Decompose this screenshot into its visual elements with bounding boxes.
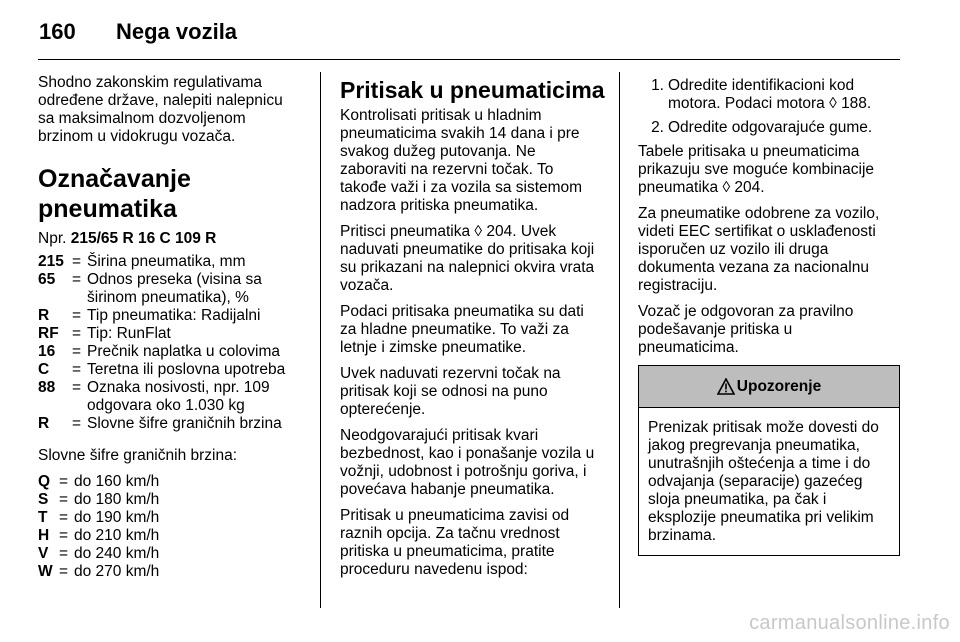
speed-row	[38, 527, 310, 545]
definition-row	[38, 253, 310, 271]
speed-code: Q	[38, 473, 51, 490]
definition-term: 88	[38, 379, 56, 396]
speed-value: do 160 km/h	[74, 473, 160, 490]
definition-text: Širina pneumatika, mm	[87, 253, 246, 270]
speed-value: do 270 km/h	[74, 563, 160, 580]
warning-header	[639, 366, 899, 408]
speed-codes-list	[38, 473, 310, 581]
tire-pressure-text	[340, 107, 608, 579]
speed-code: H	[38, 527, 50, 544]
paragraph: Tabele pritisaka u pneumaticima prikazuju sve moguće kombinacije pneumatika ◊ 204.	[638, 143, 875, 196]
right-text	[638, 143, 900, 357]
warning-box	[638, 365, 900, 556]
definition-text: Tip pneumatika: Radijalni	[87, 307, 261, 324]
warning-body: Prenizak pritisak može dovesti do jakog pregrevanja pneumatika, unutrašnjih oštećenja a time i do odvajanja (separacije) gazećeg sloja pneumatika, pa čak i eksplozije pneumatika pri velikim brzinama.	[648, 419, 879, 544]
column-divider-left	[320, 72, 321, 608]
speed-value: do 180 km/h	[74, 491, 160, 508]
definition-text: Tip: RunFlat	[87, 325, 171, 342]
tire-pressure-heading: Pritisak u pneumaticima	[340, 77, 605, 103]
speed-code: W	[38, 563, 53, 580]
definition-term: R	[38, 307, 50, 324]
definition-row	[38, 307, 310, 325]
paragraph: Neodgovarajući pritisak kvari bezbednost, kao i ponašanje vozila u vožnji, udobnost i potrošnju goriva, i povećava habanje pneumatika.	[340, 427, 595, 498]
example-prefix: Npr.	[38, 230, 67, 247]
definition-term: RF	[38, 325, 59, 342]
definition-row	[38, 379, 310, 415]
paragraph: Pritisak u pneumaticima zavisi od raznih opcija. Za tačnu vrednost pritiska u pneumaticima, pratite proceduru navedenu ispod:	[340, 507, 570, 578]
definition-text: Oznaka nosivosti, npr. 109 odgovara oko 1.030 kg	[87, 379, 270, 414]
equals-sign: =	[59, 545, 69, 562]
definition-row	[38, 343, 310, 361]
definition-text: Prečnik naplatka u colovima	[87, 343, 280, 360]
step-text: Odredite identifikacioni kod motora. Podaci motora ◊ 188.	[668, 77, 872, 112]
procedure-steps	[638, 77, 900, 137]
speed-row	[38, 509, 310, 527]
warning-title: Upozorenje	[736, 377, 822, 395]
tire-definitions-list	[38, 253, 310, 433]
watermark: carmanualsonline.info	[749, 612, 950, 634]
paragraph: Za pneumatike odobrene za vozilo, videti EEC sertifikat o usklađenosti isporučen uz vozilo ili druga dokumenta vezana za nacionalnu registraciju.	[638, 205, 880, 294]
definition-term: C	[38, 361, 50, 378]
header-divider	[38, 59, 900, 60]
step-text: Odredite odgovarajuće gume.	[668, 119, 873, 136]
speed-intro: Slovne šifre graničnih brzina:	[38, 447, 238, 464]
definition-term: 215	[38, 253, 64, 270]
equals-sign: =	[59, 563, 69, 580]
speed-code: V	[38, 545, 49, 562]
definition-term: 16	[38, 343, 56, 360]
equals-sign: =	[59, 527, 69, 544]
example-code: 215/65 R 16 C 109 R	[70, 230, 217, 247]
left-column	[38, 74, 310, 581]
speed-value: do 190 km/h	[74, 509, 160, 526]
equals-sign: =	[72, 307, 82, 324]
procedure-step	[638, 119, 900, 137]
speed-value: do 240 km/h	[74, 545, 160, 562]
definition-row	[38, 271, 310, 307]
definition-term: 65	[38, 271, 56, 288]
paragraph: Kontrolisati pritisak u hladnim pneumaticima svakih 14 dana i pre svakog dužeg putovanja. Ne zaboraviti na rezervni točak. To takođe važi i za vozila sa sistemom nadzora pritiska pneumatika.	[340, 107, 583, 214]
tire-marking-heading: Označavanje pneumatika	[38, 165, 191, 223]
speed-row	[38, 545, 310, 563]
equals-sign: =	[72, 343, 82, 360]
speed-row	[38, 491, 310, 509]
column-divider-right	[619, 72, 620, 608]
equals-sign: =	[72, 271, 82, 288]
definition-row	[38, 415, 310, 433]
step-number: 1.	[651, 77, 664, 94]
paragraph: Podaci pritisaka pneumatika su dati za hladne pneumatike. To važi za letnje i zimske pneumatike.	[340, 303, 584, 356]
equals-sign: =	[72, 325, 82, 342]
paragraph: Pritisci pneumatika ◊ 204. Uvek naduvati pneumatike do pritisaka koji su prikazani na nalepnici okvira vrata vozača.	[340, 223, 595, 294]
definition-row	[38, 325, 310, 343]
definition-text: Odnos preseka (visina sa širinom pneumatika), %	[87, 271, 262, 306]
equals-sign: =	[59, 491, 69, 508]
equals-sign: =	[72, 361, 82, 378]
speed-code: S	[38, 491, 49, 508]
definition-text: Teretna ili poslovna upotreba	[87, 361, 286, 378]
definition-term: R	[38, 415, 50, 432]
speed-row	[38, 473, 310, 491]
equals-sign: =	[59, 473, 69, 490]
page-header-title: Nega vozila	[116, 19, 238, 44]
equals-sign: =	[72, 415, 82, 432]
paragraph: Vozač je odgovoran za pravilno podešavanje pritiska u pneumaticima.	[638, 303, 854, 356]
equals-sign: =	[59, 509, 69, 526]
equals-sign: =	[72, 379, 82, 396]
speed-row	[38, 563, 310, 581]
definition-row	[38, 361, 310, 379]
speed-value: do 210 km/h	[74, 527, 160, 544]
procedure-step	[638, 77, 900, 113]
speed-code: T	[38, 509, 48, 526]
warning-triangle-icon	[717, 378, 735, 395]
middle-column	[340, 76, 608, 587]
intro-paragraph: Shodno zakonskim regulativama određene države, nalepiti nalepnicu sa maksimalnom dozvoljenom brzinom u vidokrugu vozača.	[38, 74, 283, 145]
right-column	[638, 77, 900, 556]
paragraph: Uvek naduvati rezervni točak na pritisak koji se odnosi na puno opterećenje.	[340, 365, 561, 418]
equals-sign: =	[72, 253, 82, 270]
step-number: 2.	[651, 119, 664, 136]
definition-text: Slovne šifre graničnih brzina	[87, 415, 282, 432]
tire-example	[38, 230, 310, 248]
page-number: 160	[39, 19, 76, 44]
